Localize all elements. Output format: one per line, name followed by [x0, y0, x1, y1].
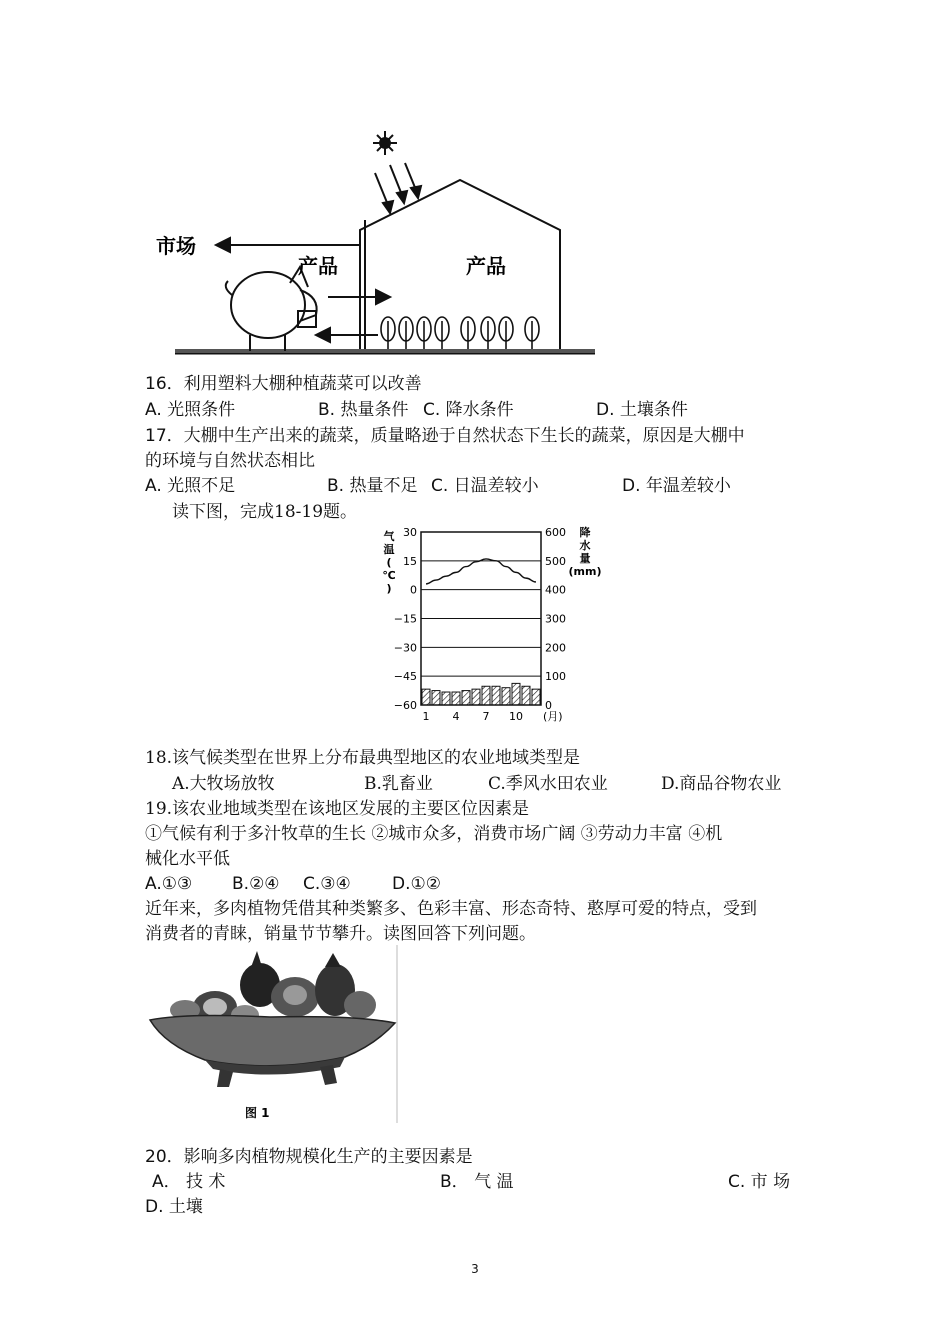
market-arrow: [216, 238, 360, 252]
q16-option-a[interactable]: A. 光照条件: [145, 400, 236, 420]
left-tick-label: −30: [393, 641, 417, 655]
pig-icon: [226, 267, 317, 351]
right-tick-label: 0: [545, 699, 552, 712]
precipitation-bar: [512, 683, 520, 705]
right-axis-label: 降: [579, 526, 591, 539]
vegetable-icon: [525, 317, 539, 349]
q18-option-a[interactable]: A.大牧场放牧: [172, 774, 275, 794]
left-axis-label: ): [386, 582, 392, 595]
page-number: 3: [471, 1262, 479, 1276]
pot-bowl: [150, 1016, 395, 1087]
x-tick-label: 1: [422, 710, 430, 723]
intro-18-19: 读下图，完成18-19题。: [172, 502, 358, 522]
q16-option-d[interactable]: D. 土壤条件: [596, 400, 688, 420]
q16-option-b[interactable]: B. 热量条件: [318, 400, 409, 420]
vegetable-icon: [381, 317, 395, 349]
right-tick-label: 100: [545, 670, 566, 684]
left-tick-label: −15: [393, 612, 417, 626]
market-label: 市场: [156, 234, 196, 258]
ground: [175, 349, 595, 353]
x-tick-label: 7: [482, 710, 490, 723]
q20-option-d[interactable]: D. 土壤: [145, 1197, 203, 1217]
precipitation-bar: [432, 691, 440, 705]
vegetable-row: [381, 317, 539, 349]
greenhouse-figure: [150, 125, 600, 360]
fig1-caption: 图 1: [245, 1106, 270, 1120]
precipitation-bar: [522, 686, 530, 705]
left-tick-label: 30: [403, 526, 417, 539]
precipitation-bar: [492, 686, 500, 705]
right-tick-label: 300: [545, 612, 566, 626]
sun-icon: [373, 131, 397, 155]
x-tick-label: 4: [452, 710, 460, 723]
q17-stem-line1: 17．大棚中生产出来的蔬菜，质量略逊于自然状态下生长的蔬菜，原因是大棚中: [145, 426, 745, 446]
q19-option-b[interactable]: B.②④: [232, 874, 280, 894]
product-label-right: 产品: [466, 254, 506, 278]
q19-choices-line2: 械化水平低: [145, 849, 230, 869]
precipitation-bar: [532, 689, 540, 705]
right-axis-label: 量: [579, 552, 591, 565]
q19-option-d[interactable]: D.①②: [392, 874, 441, 894]
product-label-left: 产品: [298, 254, 338, 278]
q19-stem: 19.该农业地域类型在该地区发展的主要区位因素是: [145, 799, 530, 819]
left-axis-label: ℃: [382, 569, 396, 582]
x-tick-label: 10: [509, 710, 523, 723]
right-axis-label: 水: [579, 539, 591, 552]
passage-line2: 消费者的青睐，销量节节攀升。读图回答下列问题。: [145, 924, 536, 944]
left-tick-label: −60: [393, 699, 417, 712]
vegetable-icon: [417, 317, 431, 349]
temperature-line: [426, 559, 536, 584]
precipitation-bar: [442, 692, 450, 705]
succulent-plants: [170, 951, 376, 1025]
q19-option-c[interactable]: C.③④: [303, 874, 351, 894]
sunlight-arrows: [375, 163, 421, 213]
q16-option-c[interactable]: C. 降水条件: [423, 400, 514, 420]
right-tick-label: 200: [545, 641, 566, 655]
feed-arrow-left: [316, 328, 378, 342]
vegetable-icon: [481, 317, 495, 349]
right-tick-label: 600: [545, 526, 566, 539]
left-tick-label: 15: [403, 554, 417, 568]
left-axis-label: 气: [383, 530, 395, 543]
succulent-pot-figure: [145, 945, 400, 1125]
precipitation-bar: [502, 688, 510, 705]
x-unit-label: (月): [543, 710, 563, 723]
q17-option-c[interactable]: C. 日温差较小: [431, 476, 539, 496]
q18-stem: 18.该气候类型在世界上分布最典型地区的农业地域类型是: [145, 748, 581, 768]
q17-option-d[interactable]: D. 年温差较小: [622, 476, 731, 496]
q18-option-b[interactable]: B.乳畜业: [364, 774, 433, 794]
vegetable-icon: [399, 317, 413, 349]
left-axis-label: 温: [383, 543, 395, 556]
left-axis-label: (: [386, 556, 392, 569]
vegetable-icon: [461, 317, 475, 349]
vegetable-icon: [499, 317, 513, 349]
precipitation-bar: [452, 692, 460, 705]
q20-option-a[interactable]: A． 技 术: [152, 1172, 226, 1192]
q17-stem-line2: 的环境与自然状态相比: [145, 451, 315, 471]
right-axis-label: (mm): [568, 565, 602, 578]
q19-option-a[interactable]: A.①③: [145, 874, 193, 894]
precipitation-bar: [462, 691, 470, 705]
left-tick-label: 0: [410, 583, 417, 597]
q19-choices-line1: ①气候有利于多汁牧草的生长 ②城市众多，消费市场广阔 ③劳动力丰富 ④机: [145, 824, 723, 844]
q20-stem: 20．影响多肉植物规模化生产的主要因素是: [145, 1147, 473, 1167]
q17-option-b[interactable]: B. 热量不足: [327, 476, 418, 496]
passage-line1: 近年来，多肉植物凭借其种类繁多、色彩丰富、形态奇特、憨厚可爱的特点，受到: [145, 899, 757, 919]
climate-chart: [355, 522, 605, 727]
precipitation-bar: [422, 689, 430, 705]
precipitation-bar: [472, 689, 480, 705]
q18-option-c[interactable]: C.季风水田农业: [488, 774, 608, 794]
vegetable-icon: [435, 317, 449, 349]
right-tick-label: 500: [545, 554, 566, 568]
q16-stem: 16．利用塑料大棚种植蔬菜可以改善: [145, 374, 422, 394]
q18-option-d[interactable]: D.商品谷物农业: [661, 774, 782, 794]
right-tick-label: 400: [545, 583, 566, 597]
q20-option-b[interactable]: B． 气 温: [440, 1172, 514, 1192]
left-tick-label: −45: [393, 670, 417, 684]
q20-option-c[interactable]: C. 市 场: [728, 1172, 791, 1192]
q17-option-a[interactable]: A. 光照不足: [145, 476, 236, 496]
precipitation-bar: [482, 686, 490, 705]
